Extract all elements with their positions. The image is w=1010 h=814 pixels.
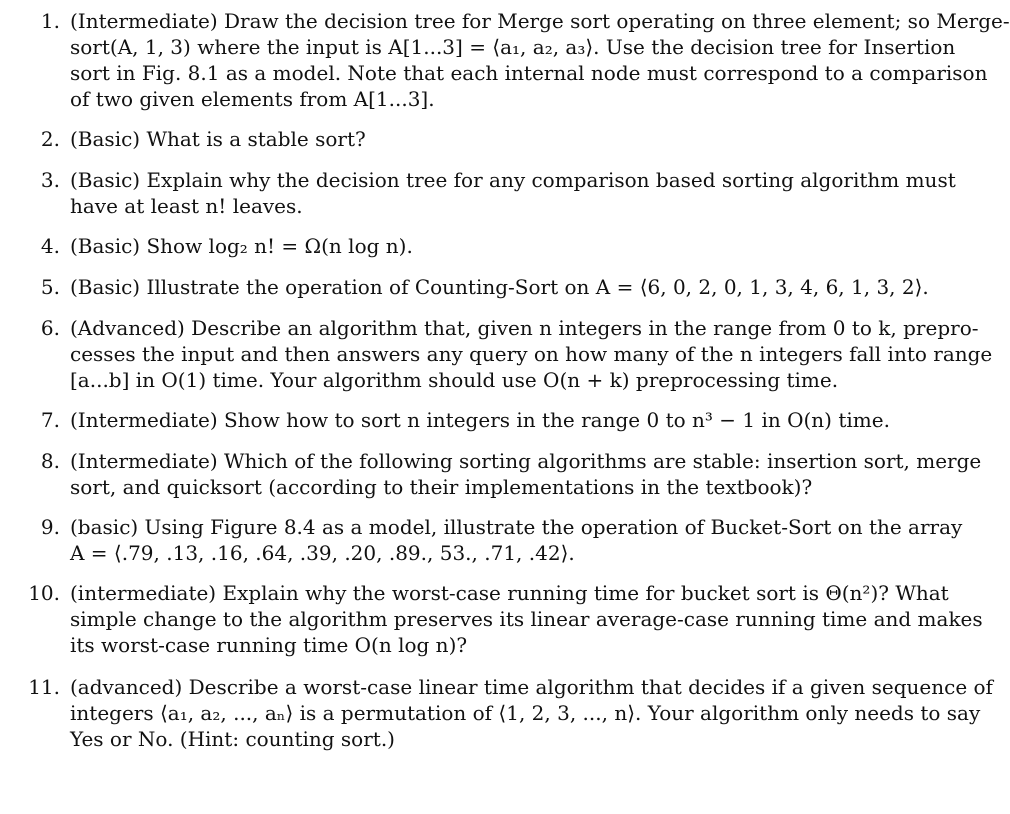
problem-text xyxy=(70,167,956,219)
problem-line: integers ⟨a₁, a₂, ..., aₙ⟩ is a permutation of ⟨1, 2, 3, ..., n⟩. Your algorithm only needs to say xyxy=(70,701,981,725)
problem-line: its worst-case running time O(n log n)? xyxy=(70,633,468,657)
problem-number: 2. xyxy=(40,127,60,151)
problem-text xyxy=(70,315,993,393)
problem-line: sort, and quicksort (according to their implementations in the textbook)? xyxy=(70,475,813,499)
problem-text xyxy=(70,233,903,259)
problem-text xyxy=(70,514,963,566)
problem-number: 3. xyxy=(40,168,60,192)
problem-number: 1. xyxy=(40,9,60,33)
problem-line: [a...b] in O(1) time. Your algorithm should use O(n + k) preprocessing time. xyxy=(70,368,839,392)
problem-number: 11. xyxy=(28,675,60,699)
problem-line: (advanced) Describe a worst-case linear time algorithm that decides if a given sequence of xyxy=(70,675,993,699)
problem-number: 8. xyxy=(40,449,60,473)
problem-number: 7. xyxy=(40,408,60,432)
problem-line: (Intermediate) Draw the decision tree for Merge sort operating on three element; so Merge- xyxy=(70,9,1010,33)
problem-text xyxy=(70,8,1010,112)
problem-line: A = ⟨.79, .13, .16, .64, .39, .20, .89., 53., .71, .42⟩. xyxy=(70,541,575,565)
problem-line: (Basic) Show log₂ n! = Ω(n log n). xyxy=(70,234,413,258)
problem-line: (Advanced) Describe an algorithm that, given n integers in the range from 0 to k, prepro- xyxy=(70,316,979,340)
problem-line: Yes or No. (Hint: counting sort.) xyxy=(70,727,395,751)
problem-number: 9. xyxy=(40,515,60,539)
problem-text xyxy=(70,448,982,500)
problem-line: (Basic) Explain why the decision tree for any comparison based sorting algorithm must xyxy=(70,168,956,192)
problem-line: (Basic) Illustrate the operation of Counting-Sort on A = ⟨6, 0, 2, 0, 1, 3, 4, 6, 1, 3, 2⟩. xyxy=(70,275,929,299)
problem-text xyxy=(70,274,929,300)
problem-text xyxy=(70,580,983,658)
problem-line: simple change to the algorithm preserves its linear average-case running time and makes xyxy=(70,607,983,631)
problem-line: sort in Fig. 8.1 as a model. Note that each internal node must correspond to a comparison xyxy=(70,61,988,85)
problem-number: 6. xyxy=(40,316,60,340)
problem-line: of two given elements from A[1...3]. xyxy=(70,87,435,111)
problem-line: (basic) Using Figure 8.4 as a model, illustrate the operation of Bucket-Sort on the array xyxy=(70,515,963,539)
problem-line: (Intermediate) Which of the following sorting algorithms are stable: insertion sort, merge xyxy=(70,449,982,473)
problem-line: cesses the input and then answers any query on how many of the n integers fall into range xyxy=(70,342,993,366)
problem-line: have at least n! leaves. xyxy=(70,194,303,218)
problem-line: (intermediate) Explain why the worst-case running time for bucket sort is Θ(n²)? What xyxy=(70,581,949,605)
problem-number: 5. xyxy=(40,275,60,299)
problem-number: 4. xyxy=(40,234,60,258)
problem-text xyxy=(70,674,993,752)
problem-text xyxy=(70,407,903,433)
problem-line: (Basic) What is a stable sort? xyxy=(70,127,366,151)
problem-text xyxy=(70,126,903,152)
problem-line: sort(A, 1, 3) where the input is A[1...3] = ⟨a₁, a₂, a₃⟩. Use the decision tree for Insertion xyxy=(70,35,956,59)
problem-number: 10. xyxy=(28,581,60,605)
problem-line: (Intermediate) Show how to sort n integers in the range 0 to n³ − 1 in O(n) time. xyxy=(70,408,890,432)
